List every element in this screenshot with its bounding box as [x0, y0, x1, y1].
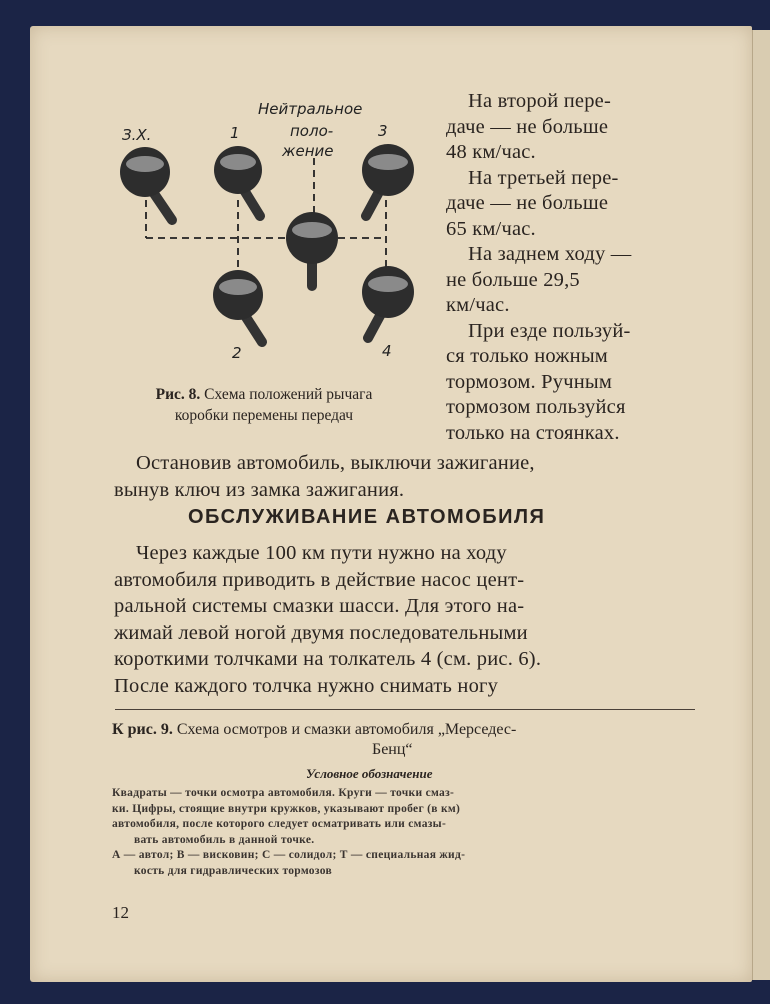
paragraph-line: короткими толчками на толкатель 4 (см. рис. 6). — [114, 648, 542, 670]
label-gear-3: 3 — [378, 122, 388, 140]
right-col-line: даче — не больше — [446, 192, 609, 214]
label-neutral-line1: Нейтральное — [258, 100, 363, 118]
right-col-line: При езде пользуй- — [468, 319, 631, 342]
label-reverse: З.Х. — [122, 126, 152, 144]
gear-knob-2 — [213, 270, 263, 342]
right-col-line: тормозом пользуйся — [446, 396, 626, 418]
paragraph-line: жимай левой ногой двумя последовательными — [114, 621, 528, 644]
legend-line: кость для гидравлических тормозов — [134, 864, 332, 877]
label-neutral-line3: жение — [282, 142, 334, 160]
right-col-line: не больше 29,5 — [446, 268, 580, 291]
paragraph-line: Остановив автомобиль, выключи зажигание, — [136, 452, 535, 474]
right-col-line: ся только ножным — [446, 345, 608, 367]
label-gear-4: 4 — [382, 342, 392, 360]
gear-knob-reverse — [120, 147, 172, 220]
figure-8-gear-diagram — [108, 90, 438, 380]
figure-9-caption-line1 — [112, 721, 516, 739]
figure-9-caption-text: Схема осмотров и смазки автомобиля „Мерседес- — [176, 721, 517, 738]
right-col-line: На заднем ходу — — [468, 243, 632, 265]
legend-line: А — автол; В — висковин; С — солидол; Т — специальная жид- — [112, 849, 466, 861]
legend-line: автомобиля, после которого следует осматривать или смазы- — [112, 818, 447, 830]
right-col-line: км/час. — [446, 294, 510, 316]
figure-9-caption-prefix: К рис. 9. — [112, 721, 173, 738]
paragraph-line: вынув ключ из замка зажигания. — [114, 478, 405, 501]
right-col-line: даче — не больше — [446, 115, 609, 138]
paragraph-line: Через каждые 100 км пути нужно на ходу — [136, 542, 507, 564]
figure-8-caption-line2: коробки перемены передач — [174, 407, 354, 424]
gear-knob-3 — [362, 144, 414, 216]
gear-knob-neutral — [286, 212, 338, 286]
legend-title: Условное обозначение — [306, 766, 433, 781]
figure-9-caption-line2: Бенц“ — [372, 741, 413, 758]
right-col-line: 48 км/час. — [446, 141, 536, 163]
section-heading: ОБСЛУЖИВАНИЕ АВТОМОБИЛЯ — [188, 506, 546, 528]
right-col-line: тормозом. Ручным — [446, 370, 613, 393]
figure-8-caption-text: Схема положений рычага — [204, 386, 373, 403]
paragraph-1 — [114, 450, 535, 503]
paragraph-line: После каждого толчка нужно снимать ногу — [114, 674, 499, 697]
right-col-line: только на стоянках. — [446, 421, 620, 444]
right-col-line: 65 км/час. — [446, 217, 536, 240]
adjacent-page-edge — [752, 30, 770, 980]
page-number: 12 — [112, 903, 129, 922]
paragraph-line: автомобиля приводить в действие насос цент- — [114, 568, 525, 591]
legend-line: вать автомобиль в данной точке. — [134, 833, 315, 846]
legend-line: Квадраты — точки осмотра автомобиля. Круги — точки смаз- — [112, 787, 455, 799]
figure-8-caption-line1 — [104, 384, 424, 405]
label-gear-1: 1 — [230, 124, 240, 142]
gear-lever-diagram — [108, 90, 438, 380]
right-column-text — [446, 89, 692, 446]
divider-rule — [115, 709, 695, 710]
legend-text — [112, 786, 465, 879]
right-col-line: На второй пере- — [468, 90, 611, 112]
right-col-line: На третьей пере- — [468, 166, 619, 189]
gear-knob-4 — [362, 266, 414, 338]
paragraph-2 — [114, 540, 541, 699]
figure-8-caption-prefix: Рис. 8. — [155, 386, 201, 403]
label-gear-2: 2 — [232, 344, 242, 362]
legend-line: ки. Цифры, стоящие внутри кружков, указывают пробег (в км) — [112, 802, 461, 815]
label-neutral-line2: поло- — [290, 122, 334, 140]
paragraph-line: ральной системы смазки шасси. Для этого на- — [114, 595, 525, 617]
